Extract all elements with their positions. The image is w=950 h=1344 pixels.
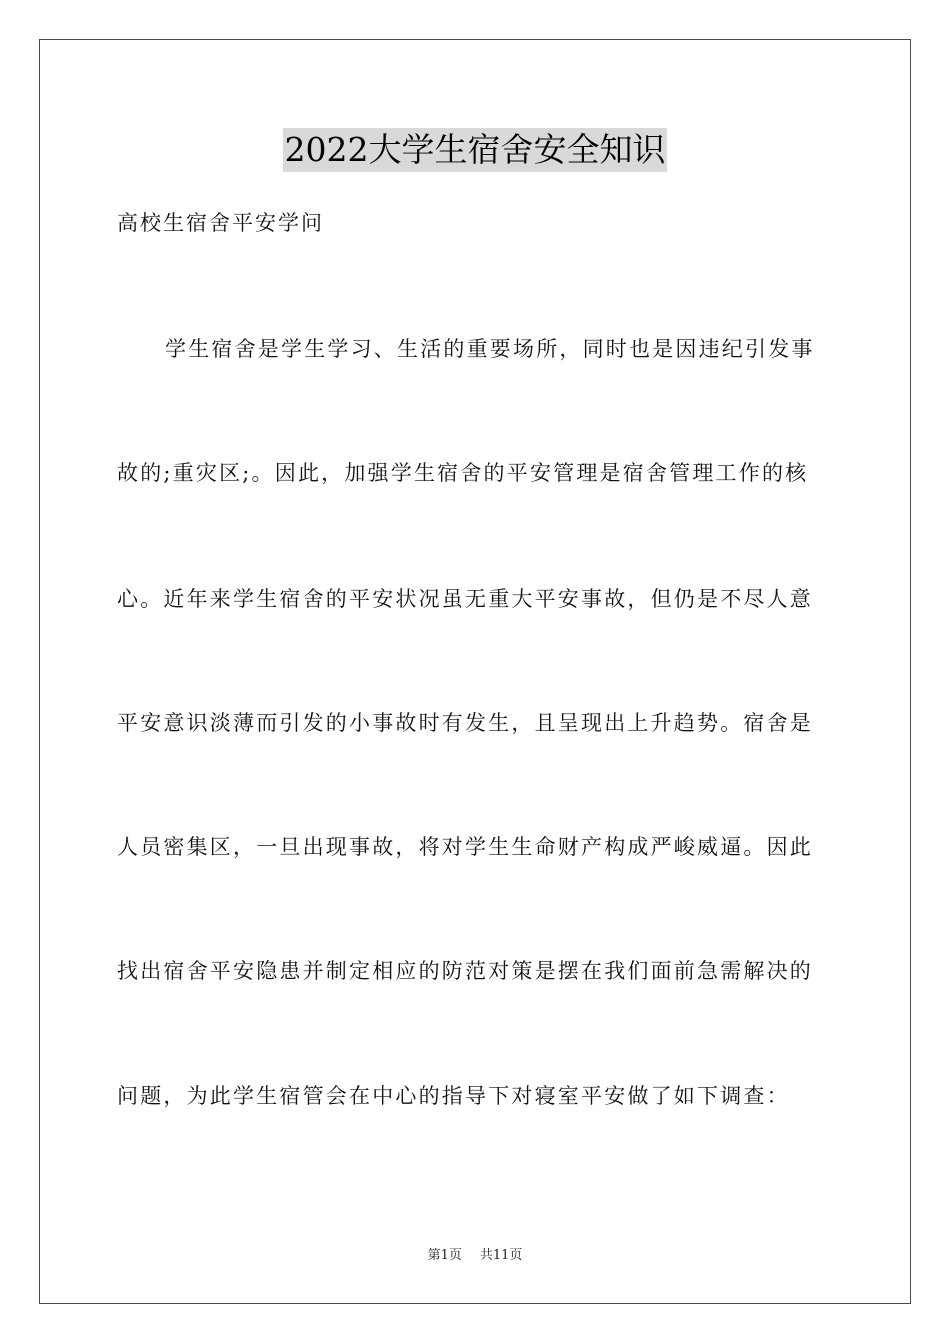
paragraph-line: 故的;重灾区;。因此，加强学生宿舍的平安管理是宿舍管理工作的核 (117, 461, 809, 485)
page-number-total: 共11页 (479, 1248, 523, 1263)
paragraph-line: 找出宿舍平安隐患并制定相应的防范对策是摆在我们面前急需解决的 (117, 959, 813, 983)
paragraph-line: 学生宿舍是学生学习、生活的重要场所，同时也是因违纪引发事 (165, 337, 815, 361)
paragraph-line: 问题，为此学生宿管会在中心的指导下对寝室平安做了如下调查： (117, 1084, 790, 1108)
title-container (0, 128, 950, 172)
paragraph-line: 人员密集区，一旦出现事故，将对学生生命财产构成严峻威逼。因此 (117, 835, 813, 859)
document-subtitle: 高校生宿舍平安学问 (117, 211, 324, 235)
page-number-current: 第1页 (427, 1248, 462, 1263)
document-title: 2022大学生宿舍安全知识 (283, 128, 668, 172)
page-footer (0, 1247, 950, 1265)
paragraph-line: 平安意识淡薄而引发的小事故时有发生，且呈现出上升趋势。宿舍是 (117, 711, 813, 735)
paragraph-line: 心。近年来学生宿舍的平安状况虽无重大平安事故，但仍是不尽人意 (117, 587, 813, 611)
